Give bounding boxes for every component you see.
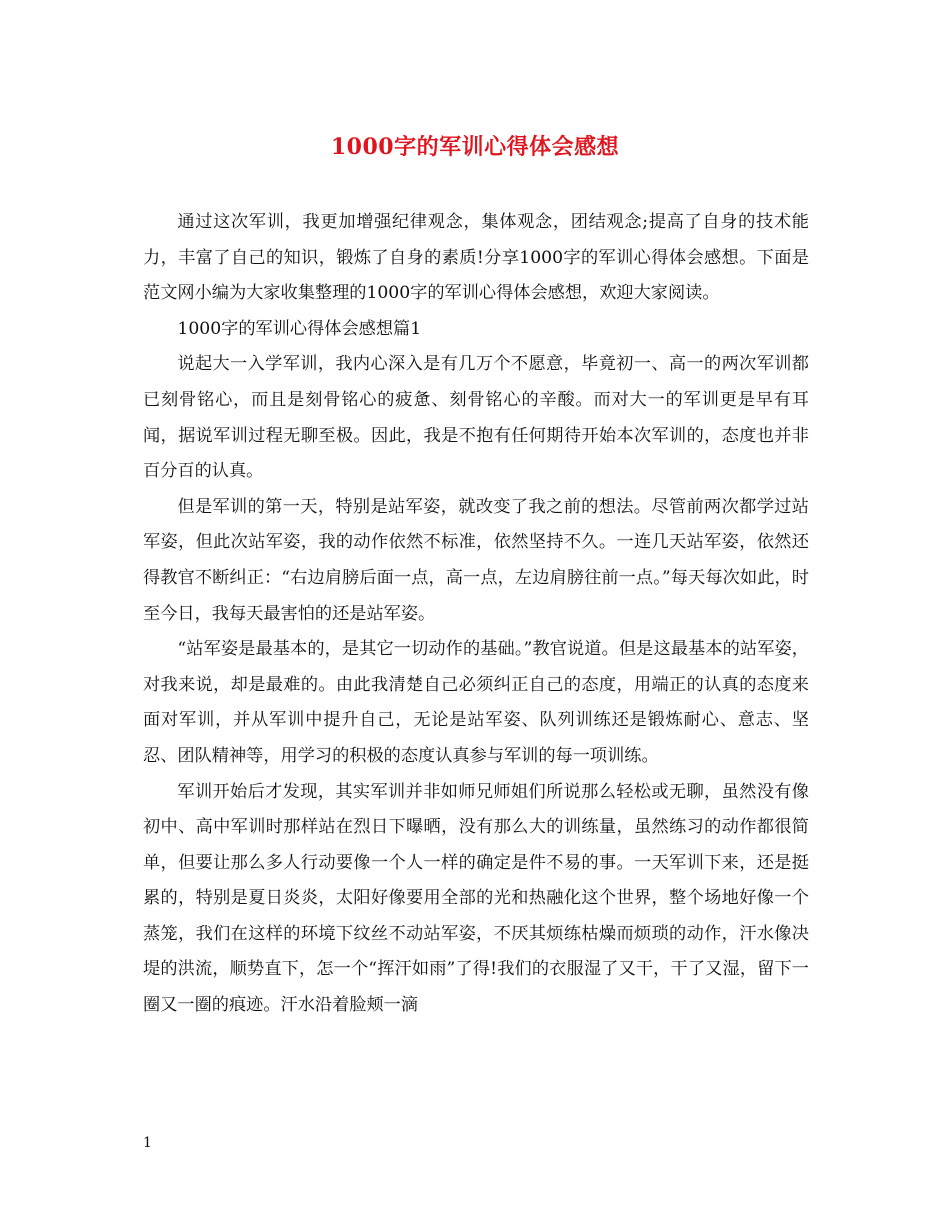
body-paragraph: 说起大一入学军训，我内心深入是有几万个不愿意，毕竟初一、高一的两次军训都已刻骨铭心，而且是刻骨铭心的疲惫、刻骨铭心的辛酸。而对大一的军训更是早有耳闻，据说军训过程无聊至极。因此，我是不抱有任何期待开始本次军训的，态度也并非百分百的认真。 bbox=[143, 354, 809, 482]
intro-paragraph: 通过这次军训，我更加增强纪律观念，集体观念，团结观念;提高了自身的技术能力，丰富了自己的知识，锻炼了自身的素质!分享1000字的军训心得体会感想。下面是范文网小编为大家收集整理的1000字的军训心得体会感想，欢迎大家阅读。 bbox=[143, 212, 809, 304]
section-heading: 1000字的军训心得体会感想篇1 bbox=[177, 318, 422, 339]
document-title: 1000字的军训心得体会感想 bbox=[330, 134, 620, 160]
body-paragraph: 但是军训的第一天，特别是站军姿，就改变了我之前的想法。尽管前两次都学过站军姿，但此次站军姿，我的动作依然不标准，依然坚持不久。一连几天站军姿，依然还得教官不断纠正：“右边肩膀后面一点，高一点，左边肩膀往前一点。”每天每次如此，时至今日，我每天最害怕的还是站军姿。 bbox=[143, 496, 809, 624]
body-paragraph: 军训开始后才发现，其实军训并非如师兄师姐们所说那么轻松或无聊，虽然没有像初中、高中军训时那样站在烈日下曝晒，没有那么大的训练量，虽然练习的动作都很简单，但要让那么多人行动要像一个人一样的确定是件不易的事。一天军训下来，还是挺累的，特别是夏日炎炎，太阳好像要用全部的光和热融化这个世界，整个场地好像一个蒸笼，我们在这样的环境下纹丝不动站军姿，不厌其烦练枯燥而烦琐的动作，汗水像决堤的洪流，顺势直下，怎一个“挥汗如雨”了得!我们的衣服湿了又干，干了又湿，留下一圈又一圈的痕迹。汗水沿着脸颊一滴 bbox=[143, 781, 809, 1016]
page-number: 1 bbox=[143, 1135, 152, 1151]
body-paragraph: “站军姿是最基本的，是其它一切动作的基础。”教官说道。但是这最基本的站军姿，对我来说，却是最难的。由此我清楚自己必须纠正自己的态度，用端正的认真的态度来面对军训，并从军训中提升自己，无论是站军姿、队列训练还是锻炼耐心、意志、坚忍、团队精神等，用学习的积极的态度认真参与军训的每一项训练。 bbox=[143, 639, 809, 766]
document-body bbox=[143, 205, 809, 1024]
